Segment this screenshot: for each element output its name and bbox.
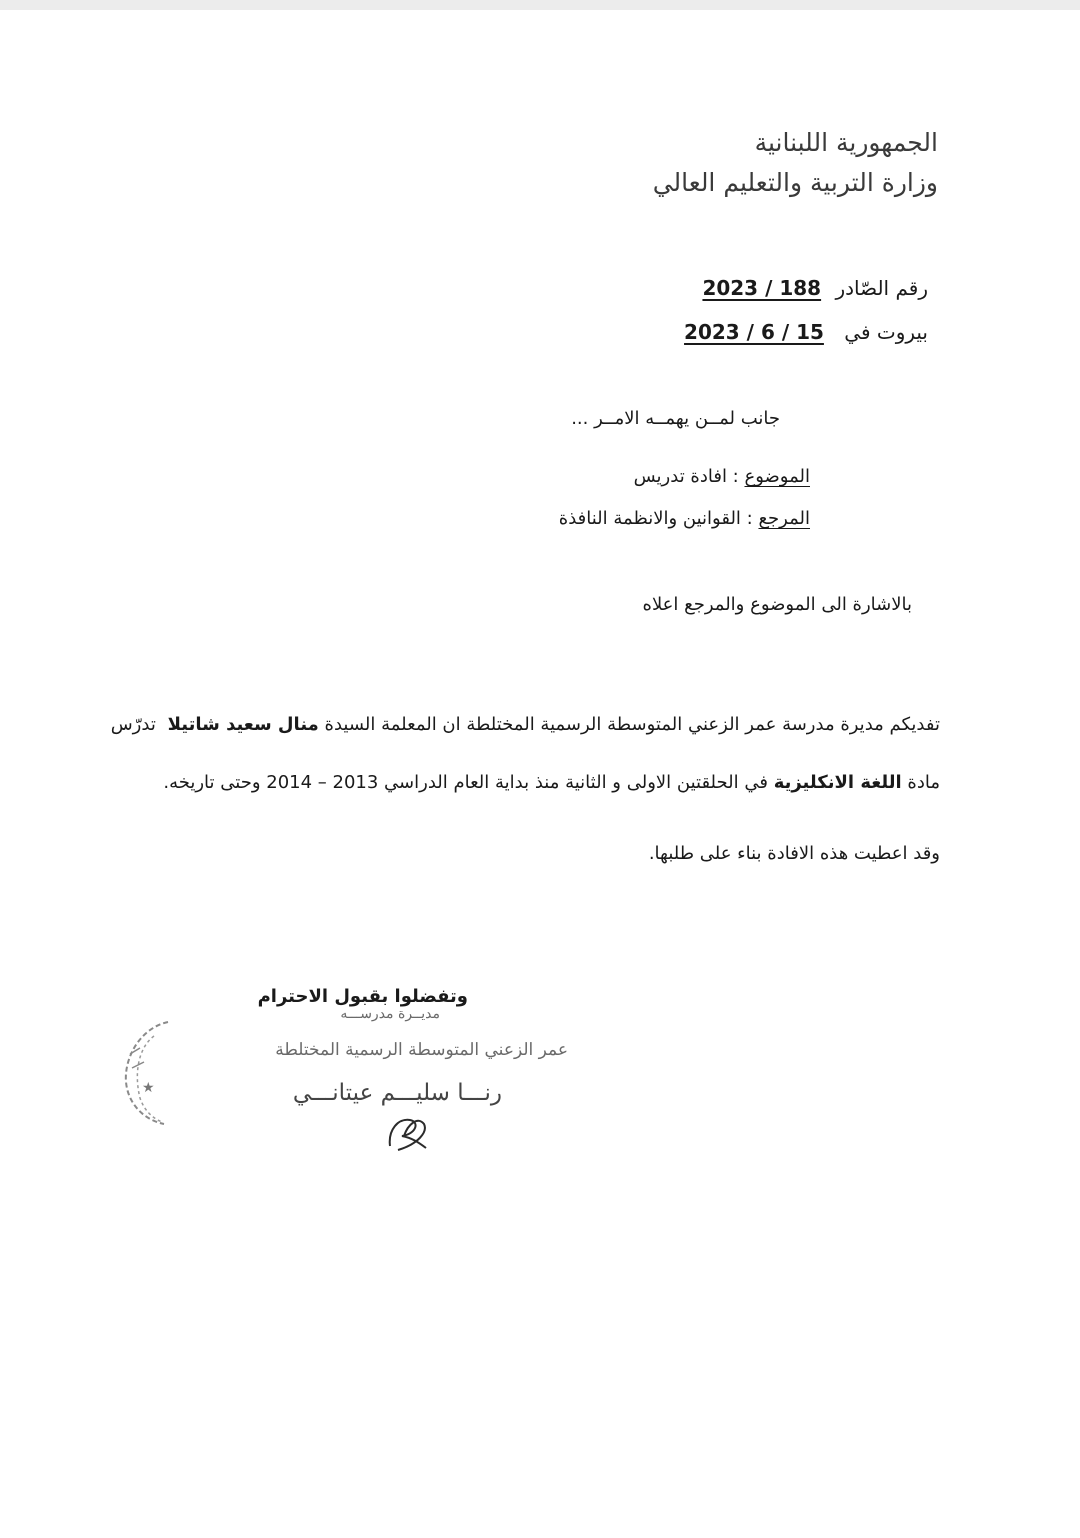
body-paragraph-2 xyxy=(163,772,940,793)
salutation: وتفضلوا بقبول الاحترام xyxy=(257,986,468,1007)
outgoing-label: رقم الصّادر xyxy=(835,276,928,300)
p1-text-b: تدرّس xyxy=(110,714,156,735)
reference-value: : القوانين والانظمة النافذة xyxy=(558,508,753,529)
outgoing-number: 2023 / 188 xyxy=(702,276,822,300)
svg-text:★: ★ xyxy=(142,1080,155,1096)
closing-line: وقد اعطيت هذه الافادة بناء على طلبها. xyxy=(648,843,940,864)
signature-mark xyxy=(384,1110,434,1154)
stamp-mark xyxy=(110,1018,180,1128)
date-row xyxy=(684,320,928,344)
teacher-name: منال سعيد شاتيلا xyxy=(167,714,319,735)
place-label: بيروت في xyxy=(844,320,928,344)
reference-label: المرجع xyxy=(758,508,810,529)
subject-taught: اللغة الانكليزية xyxy=(773,772,902,793)
p2-text-b: في الحلقتين الاولى و الثانية منذ بداية العام الدراسي 2013 – 2014 وحتى تاريخه. xyxy=(163,772,768,793)
letterhead-country: الجمهورية اللبنانية xyxy=(754,128,938,157)
subject-line xyxy=(634,466,810,487)
reference-line xyxy=(559,508,810,529)
stamp-school: عمر الزعني المتوسطة الرسمية المختلطة xyxy=(275,1040,568,1060)
outgoing-number-row xyxy=(702,276,928,300)
body-paragraph-1 xyxy=(111,714,940,735)
p2-text-a: مادة xyxy=(907,772,940,793)
addressee: جانب لمــن يهمــه الامــر ... xyxy=(571,408,780,429)
letterhead-ministry: وزارة التربية والتعليم العالي xyxy=(652,168,938,197)
stamp-title: مديــرة مدرســـه xyxy=(340,1006,440,1022)
subject-value: : افادة تدريس xyxy=(633,466,739,487)
top-bar xyxy=(0,0,1080,10)
body-intro: بالاشارة الى الموضوع والمرجع اعلاه xyxy=(642,594,912,615)
issue-date: 2023 / 6 / 15 xyxy=(684,320,824,344)
stamp-name: رنـــا سليـــم عيتانـــي xyxy=(292,1080,502,1106)
subject-label: الموضوع xyxy=(744,466,810,487)
p1-text-a: تفديكم مديرة مدرسة عمر الزعني المتوسطة الرسمية المختلطة ان المعلمة السيدة xyxy=(324,714,940,735)
